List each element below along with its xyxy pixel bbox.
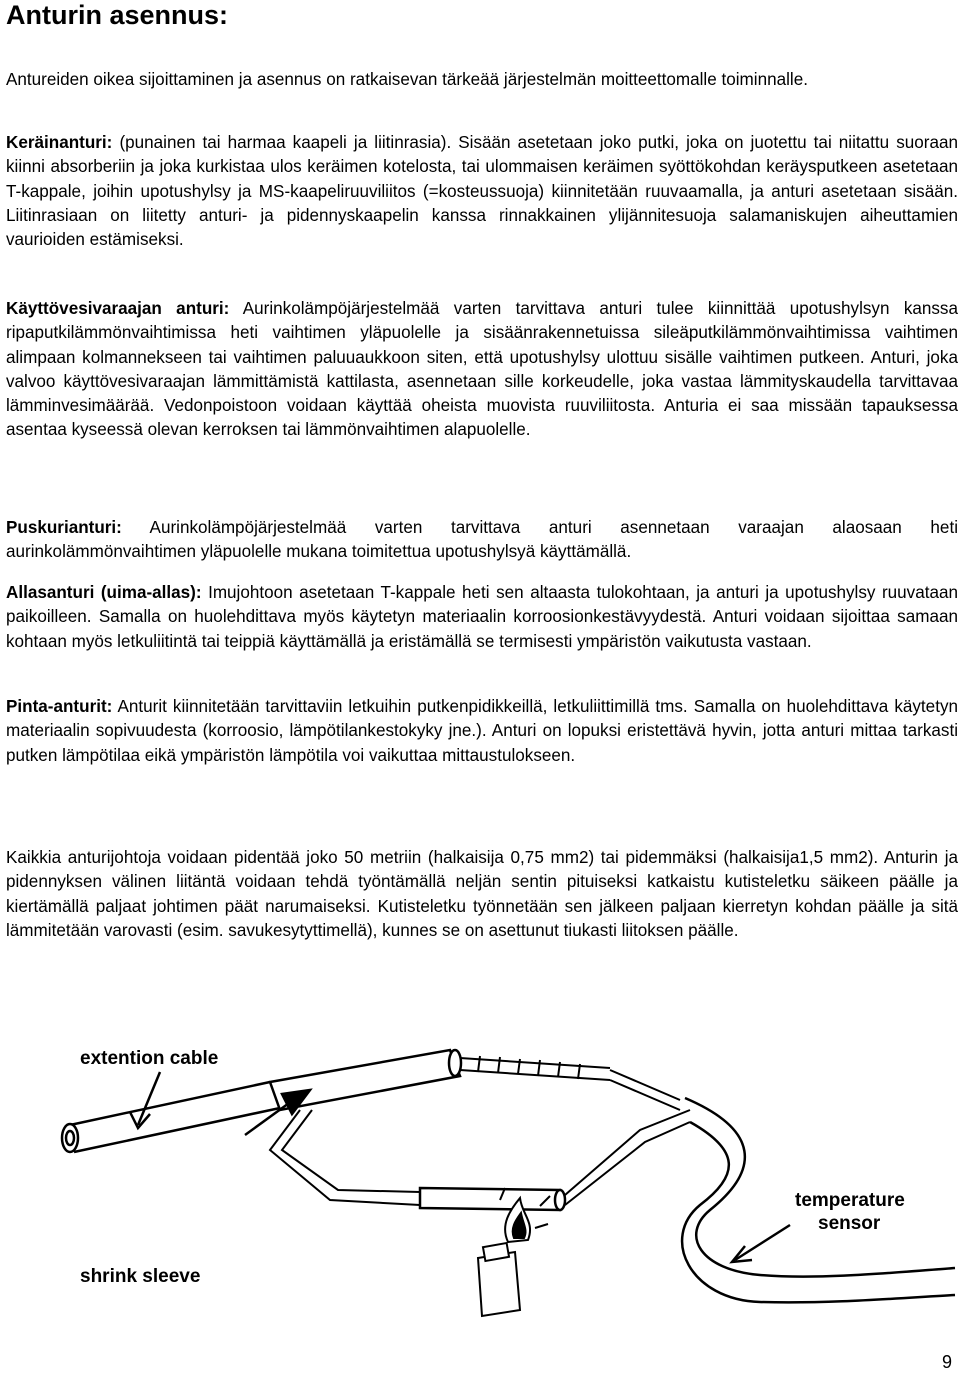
page-number: 9 <box>941 1352 952 1372</box>
collector-text: (punainen tai harmaa kaapeli ja liitinrasia). Sisään asetetaan joko putki, joka on juotettu tai niitattu suoraan kiinni absorberiin ja joka kurkistaa ulos keräimen kotelosta, tai ulommaisen keräimen syöttökohdan keräysputkeen asetetaan T-kappale, joihin upotushylsy ja MS-kaapeliruuviliitos (=kosteussuoja) kiinnitetään ruuvaamalla, ja anturi asetetaan sisään. Liitinrasiaan on liitetty anturi- ja pidennyskaapelin kanssa rinnakkainen ylijännitesuoja salamaniskujen aiheuttamien vaurioiden estämiseksi. <box>6 133 958 250</box>
paragraph-buffer-sensor <box>6 516 958 565</box>
label-temperature: temperature <box>795 1190 905 1211</box>
boiler-text: Aurinkolämpöjärjestelmää varten tarvittava anturi tulee kiinnittää upotushylsyn kanssa ripaputkilämmönvaihtimissa heti vaihtimen yläpuolelle ja sisäänrakennetuissa sileäputkilämmönvaihtimissa vaihtimen alimpaan kolmannekseen tai vaihtimen paluuaukkoon siten, että upotushylsy ulottuu sisälle vaihtimen putkeen. Anturi, joka valvoo käyttövesivaraajan lämmittämistä kattilasta, asennetaan sille korkeudelle, joka vastaa lämmityskaudella tarvittavaa lämminvesimäärää. Vedonpoistoon voidaan käyttää oheista muovista ruuviliitosta. Anturia ei saa missään tapauksessa asentaa kyseessä olevan kerroksen tai lämmönvaihtimen alapuolelle. <box>6 299 958 440</box>
sensor-wires-drawing <box>565 1070 690 1205</box>
paragraph-surface-sensors <box>6 695 958 768</box>
extension-cable-drawing <box>62 1082 280 1152</box>
paragraph-pool-sensor <box>6 581 958 654</box>
pool-text: Imujohtoon asetetaan T-kappale heti sen altaasta tulokohtaan, ja anturi ja upotushylsy ruuvataan paikoilleen. Samalla on huolehdittava myös käytetyn materiaalin korroosionkestävyydestä. Anturi voidaan sijoittaa samaan kohtaan myös letkuliitintä tai teippiä käyttämällä ja eristämällä se termisesti ympäristön vaikutusta vastaan. <box>6 583 958 651</box>
pool-label: Allasanturi (uima-allas): <box>6 583 202 602</box>
label-sensor: sensor <box>818 1213 881 1234</box>
paragraph-intro <box>6 68 958 92</box>
label-shrink-sleeve: shrink sleeve <box>80 1266 201 1287</box>
boiler-label: Käyttövesivaraajan anturi: <box>6 299 230 318</box>
surface-text: Anturit kiinnitetään tarvittaviin letkuihin putkenpidikkeillä, letkuliittimillä tms. Samalla on huolehdittava käytetyn materiaalin sopivuudesta (korroosio, lämpötilankestokyky jne.). Anturi on lopuksi eristettävä hyvin, jotta anturi mittaa tarkasti putken lämpötilaa eikä ympäristön lämpötila voi vaikuttaa mittaustulokseen. <box>6 697 958 765</box>
lower-sleeve-drawing <box>420 1188 565 1210</box>
label-extension-cable: extention cable <box>80 1048 219 1069</box>
surface-label: Pinta-anturit: <box>6 697 113 716</box>
intro-text: Antureiden oikea sijoittaminen ja asennus on ratkaisevan tärkeää järjestelmän moitteettomalle toiminnalle. <box>6 70 808 89</box>
paragraph-collector-sensor <box>6 131 958 252</box>
paragraph-cable-extension <box>6 846 958 943</box>
collector-label: Keräinanturi: <box>6 133 113 152</box>
buffer-text: Aurinkolämpöjärjestelmää varten tarvittava anturi asennetaan varaajan alaosaan heti aurinkolämmönvaihtimen yläpuolelle mukana toimitettua upotushylsyä käyttämällä. <box>6 518 958 562</box>
cables-text: Kaikkia anturijohtoja voidaan pidentää joko 50 metriin (halkaisija 0,75 mm2) tai pidemmäksi (halkaisija1,5 mm2). Anturin ja pidennyksen välinen liitäntä voidaan tehdä työntämällä neljän sentin pituiseksi katkaistu kutisteletku säikeen päälle ja kiertämällä paljaat johtimen päät narumaiseksi. Kutisteletku työnnetään sen jälkeen paljaan kierretyn kohdan päälle ja sitä lämmitetään varovasti (esim. savukesytyttimellä), kunnes se on asettunut tiukasti liitoksen päälle. <box>6 848 958 940</box>
page-heading: Anturin asennus: <box>6 0 229 30</box>
paragraph-boiler-sensor <box>6 297 958 443</box>
cable-splice-illustration <box>0 1010 960 1320</box>
buffer-label: Puskurianturi: <box>6 518 122 537</box>
